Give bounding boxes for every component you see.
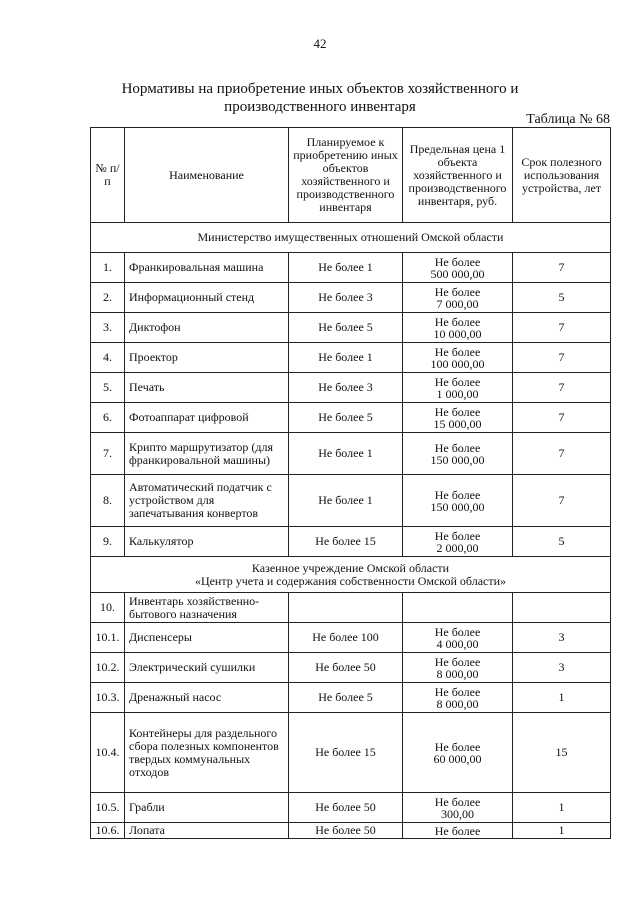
price-line-2: 150 000,00	[430, 452, 485, 467]
price-line-1: Не более	[434, 440, 481, 455]
item-name: Печать	[125, 373, 289, 403]
item-name: Фотоаппарат цифровой	[125, 403, 289, 433]
item-price	[403, 253, 513, 283]
item-price	[403, 313, 513, 343]
table-label: Таблица № 68	[526, 112, 610, 127]
item-life: 1	[513, 823, 611, 839]
table-row	[91, 433, 611, 475]
price-line-2: 150 000,00	[430, 499, 485, 514]
item-life: 5	[513, 527, 611, 557]
table-row	[91, 253, 611, 283]
table-row	[91, 653, 611, 683]
section-title-line-2: «Центр учета и содержания собственности Омской области»	[194, 573, 507, 588]
item-quantity: Не более 50	[289, 653, 403, 683]
price-line-1: Не более	[434, 374, 481, 389]
section-row	[91, 557, 611, 593]
header-num: № п/п	[91, 128, 125, 223]
item-price	[403, 593, 513, 623]
table-row	[91, 403, 611, 433]
row-number: 10.	[91, 593, 125, 623]
price-line-2: 100 000,00	[430, 356, 485, 371]
item-price	[403, 433, 513, 475]
item-life: 1	[513, 683, 611, 713]
item-quantity: Не более 1	[289, 475, 403, 527]
price-line-2: 4 000,00	[436, 636, 479, 651]
item-price	[403, 823, 513, 839]
item-price	[403, 713, 513, 793]
table-row	[91, 793, 611, 823]
item-life: 7	[513, 313, 611, 343]
table-row	[91, 343, 611, 373]
item-name: Информационный стенд	[125, 283, 289, 313]
title-line-2: производственного инвентаря	[224, 99, 416, 115]
item-name: Автоматический податчик с устройством для запечатывания конвертов	[125, 475, 289, 527]
table-row	[91, 823, 611, 839]
row-number: 10.4.	[91, 713, 125, 793]
document-title	[0, 80, 640, 116]
price-line-1: Не более	[434, 624, 481, 639]
item-life: 7	[513, 373, 611, 403]
row-number: 6.	[91, 403, 125, 433]
item-name: Диспенсеры	[125, 623, 289, 653]
row-number: 9.	[91, 527, 125, 557]
price-line-1: Не более	[434, 284, 481, 299]
price-line-2: 300,00	[441, 806, 474, 821]
price-line-2: 8 000,00	[436, 696, 479, 711]
row-number: 10.1.	[91, 623, 125, 653]
price-line-1: Не более	[434, 654, 481, 669]
table-row	[91, 475, 611, 527]
item-price	[403, 343, 513, 373]
item-name: Дренажный насос	[125, 683, 289, 713]
row-number: 4.	[91, 343, 125, 373]
item-name: Электрический сушилки	[125, 653, 289, 683]
item-quantity: Не более 3	[289, 373, 403, 403]
price-line-1: Не более	[434, 254, 481, 269]
item-life: 7	[513, 475, 611, 527]
item-life: 15	[513, 713, 611, 793]
item-quantity: Не более 3	[289, 283, 403, 313]
section-title-line-1: Министерство имущественных отношений Омской области	[197, 230, 504, 244]
item-price	[403, 403, 513, 433]
item-life: 7	[513, 343, 611, 373]
header-price: Предельная цена 1 объекта хозяйственного и производственного инвентаря, руб.	[403, 128, 513, 223]
item-quantity: Не более 5	[289, 313, 403, 343]
item-life: 7	[513, 253, 611, 283]
section-title	[91, 557, 611, 593]
price-line-2: 60 000,00	[433, 751, 482, 766]
item-price	[403, 623, 513, 653]
item-quantity: Не более 15	[289, 713, 403, 793]
item-price	[403, 475, 513, 527]
title-line-1: Нормативы на приобретение иных объектов хозяйственного и	[121, 81, 519, 97]
item-quantity: Не более 50	[289, 823, 403, 839]
price-line-2: 10 000,00	[433, 326, 482, 341]
table-row	[91, 283, 611, 313]
table-row	[91, 683, 611, 713]
price-line-1: Не более	[434, 823, 481, 838]
item-life: 5	[513, 283, 611, 313]
item-life: 7	[513, 433, 611, 475]
row-number: 10.3.	[91, 683, 125, 713]
item-life	[513, 593, 611, 623]
row-number: 10.2.	[91, 653, 125, 683]
item-name: Проектор	[125, 343, 289, 373]
page-number: 42	[313, 36, 327, 51]
section-title	[91, 223, 611, 253]
item-quantity: Не более 1	[289, 343, 403, 373]
item-price	[403, 373, 513, 403]
item-life: 3	[513, 623, 611, 653]
table-row	[91, 527, 611, 557]
item-name: Инвентарь хозяйственно-бытового назначения	[125, 593, 289, 623]
item-name: Крипто маршрутизатор (для франкировальной машины)	[125, 433, 289, 475]
item-quantity: Не более 100	[289, 623, 403, 653]
header-name: Наименование	[125, 128, 289, 223]
item-name: Контейнеры для раздельного сбора полезных компонентов твердых коммунальных отходов	[125, 713, 289, 793]
row-number: 10.5.	[91, 793, 125, 823]
price-line-1: Не более	[434, 404, 481, 419]
price-line-1: Не более	[434, 739, 481, 754]
table-body	[91, 223, 611, 839]
price-line-2: 7 000,00	[436, 296, 479, 311]
item-quantity: Не более 5	[289, 403, 403, 433]
item-price	[403, 793, 513, 823]
table-row	[91, 313, 611, 343]
row-number: 2.	[91, 283, 125, 313]
item-name: Диктофон	[125, 313, 289, 343]
item-quantity: Не более 50	[289, 793, 403, 823]
price-line-2: 1 000,00	[436, 386, 479, 401]
item-price	[403, 683, 513, 713]
price-line-2: 15 000,00	[433, 416, 482, 431]
price-line-1: Не более	[434, 794, 481, 809]
item-quantity: Не более 1	[289, 433, 403, 475]
price-line-2: 500 000,00	[430, 266, 485, 281]
item-life: 3	[513, 653, 611, 683]
row-number: 5.	[91, 373, 125, 403]
item-quantity: Не более 5	[289, 683, 403, 713]
header-life: Срок полезного использования устройства, лет	[513, 128, 611, 223]
item-name: Грабли	[125, 793, 289, 823]
item-price	[403, 283, 513, 313]
price-line-1: Не более	[434, 487, 481, 502]
price-line-2: 2 000,00	[436, 540, 479, 555]
item-name: Лопата	[125, 823, 289, 839]
header-row	[91, 128, 611, 223]
table-row	[91, 373, 611, 403]
section-row	[91, 223, 611, 253]
item-price	[403, 527, 513, 557]
item-quantity	[289, 593, 403, 623]
price-line-1: Не более	[434, 344, 481, 359]
header-qty: Планируемое к приобретению иных объектов хозяйственного и производственного инвентаря	[289, 128, 403, 223]
table-row	[91, 713, 611, 793]
item-quantity: Не более 15	[289, 527, 403, 557]
price-line-1: Не более	[434, 684, 481, 699]
item-price	[403, 653, 513, 683]
item-quantity: Не более 1	[289, 253, 403, 283]
row-number: 3.	[91, 313, 125, 343]
row-number: 7.	[91, 433, 125, 475]
norms-table	[90, 127, 611, 839]
row-number: 1.	[91, 253, 125, 283]
row-number: 10.6.	[91, 823, 125, 839]
item-life: 1	[513, 793, 611, 823]
table-row	[91, 593, 611, 623]
price-line-1: Не более	[434, 314, 481, 329]
price-line-2: 8 000,00	[436, 666, 479, 681]
price-line-1: Не более	[434, 528, 481, 543]
row-number: 8.	[91, 475, 125, 527]
table-row	[91, 623, 611, 653]
section-title-line-1: Казенное учреждение Омской области	[251, 560, 450, 575]
item-name: Франкировальная машина	[125, 253, 289, 283]
item-life: 7	[513, 403, 611, 433]
item-name: Калькулятор	[125, 527, 289, 557]
